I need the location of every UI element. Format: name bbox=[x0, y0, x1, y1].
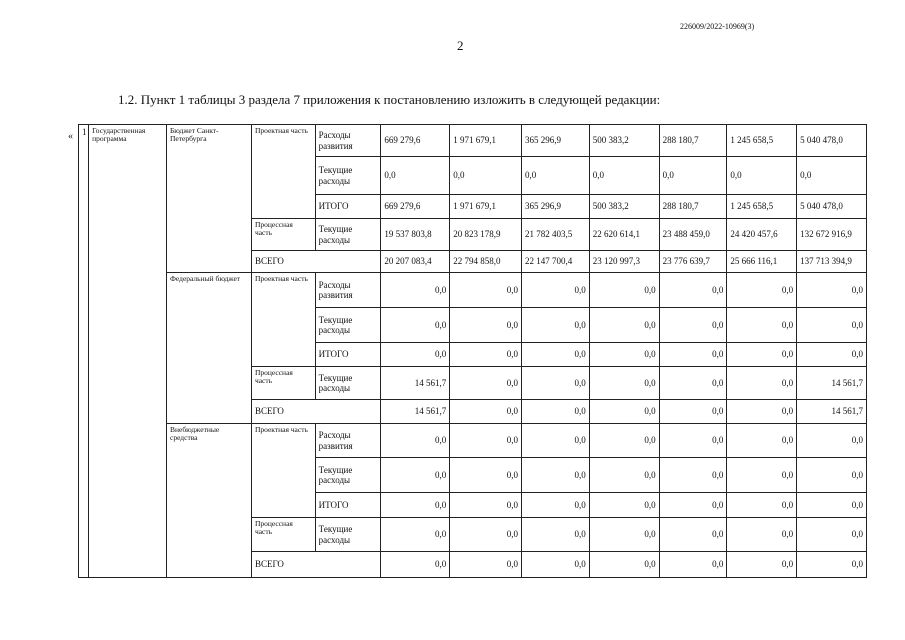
value-cell: 22 147 700,4 bbox=[522, 251, 590, 273]
value-cell: 0,0 bbox=[522, 424, 590, 458]
value-cell: 1 971 679,1 bbox=[450, 125, 522, 157]
value-cell: 24 420 457,6 bbox=[727, 219, 797, 251]
value-cell: 0,0 bbox=[589, 343, 659, 367]
value-cell: 0,0 bbox=[381, 518, 450, 552]
total-all-label-cell: ВСЕГО bbox=[251, 251, 380, 273]
process-part-cell: Процессная часть bbox=[251, 367, 315, 400]
value-cell: 0,0 bbox=[659, 273, 727, 308]
value-cell: 0,0 bbox=[797, 493, 867, 518]
expense-type-cell: ИТОГО bbox=[315, 343, 381, 367]
value-cell: 23 776 639,7 bbox=[659, 251, 727, 273]
value-cell: 0,0 bbox=[522, 552, 590, 578]
value-cell: 0,0 bbox=[589, 458, 659, 493]
value-cell: 0,0 bbox=[727, 458, 797, 493]
value-cell: 25 666 116,1 bbox=[727, 251, 797, 273]
value-cell: 288 180,7 bbox=[659, 125, 727, 157]
funding-source-cell: Федеральный бюджет bbox=[166, 273, 251, 424]
expense-type-cell: Текущие расходы bbox=[315, 219, 381, 251]
value-cell: 23 488 459,0 bbox=[659, 219, 727, 251]
value-cell: 0,0 bbox=[659, 552, 727, 578]
value-cell: 365 296,9 bbox=[522, 195, 590, 219]
project-part-cell: Проектная часть bbox=[251, 125, 315, 219]
funding-source-cell: Бюджет Санкт-Петербурга bbox=[166, 125, 251, 273]
value-cell: 0,0 bbox=[589, 493, 659, 518]
value-cell: 0,0 bbox=[797, 157, 867, 195]
value-cell: 0,0 bbox=[450, 367, 522, 400]
value-cell: 0,0 bbox=[522, 308, 590, 343]
value-cell: 669 279,6 bbox=[381, 125, 450, 157]
value-cell: 0,0 bbox=[450, 424, 522, 458]
value-cell: 0,0 bbox=[450, 552, 522, 578]
value-cell: 0,0 bbox=[659, 458, 727, 493]
table-row bbox=[79, 424, 867, 458]
value-cell: 0,0 bbox=[381, 424, 450, 458]
value-cell: 0,0 bbox=[727, 493, 797, 518]
value-cell: 288 180,7 bbox=[659, 195, 727, 219]
value-cell: 0,0 bbox=[450, 518, 522, 552]
value-cell: 5 040 478,0 bbox=[797, 125, 867, 157]
value-cell: 0,0 bbox=[589, 157, 659, 195]
value-cell: 14 561,7 bbox=[381, 367, 450, 400]
amendment-heading: 1.2. Пункт 1 таблицы 3 раздела 7 приложения к постановлению изложить в следующей редакции: bbox=[118, 92, 661, 107]
value-cell: 20 823 178,9 bbox=[450, 219, 522, 251]
financing-table bbox=[78, 124, 867, 578]
total-all-label-cell: ВСЕГО bbox=[251, 552, 380, 578]
value-cell: 20 207 083,4 bbox=[381, 251, 450, 273]
value-cell: 0,0 bbox=[381, 273, 450, 308]
value-cell: 19 537 803,8 bbox=[381, 219, 450, 251]
value-cell: 0,0 bbox=[589, 552, 659, 578]
value-cell: 0,0 bbox=[797, 458, 867, 493]
opening-quote-mark: « bbox=[68, 131, 73, 142]
value-cell: 0,0 bbox=[797, 424, 867, 458]
value-cell: 23 120 997,3 bbox=[589, 251, 659, 273]
value-cell: 0,0 bbox=[797, 552, 867, 578]
value-cell: 365 296,9 bbox=[522, 125, 590, 157]
value-cell: 0,0 bbox=[589, 273, 659, 308]
program-name-cell: Государственная программа bbox=[89, 125, 167, 578]
value-cell: 0,0 bbox=[589, 400, 659, 424]
value-cell: 0,0 bbox=[522, 493, 590, 518]
value-cell: 21 782 403,5 bbox=[522, 219, 590, 251]
document-registration-number: 226009/2022-10969(3) bbox=[680, 22, 755, 31]
row-number-cell: 1 bbox=[79, 125, 89, 578]
value-cell: 14 561,7 bbox=[797, 400, 867, 424]
value-cell: 0,0 bbox=[659, 308, 727, 343]
value-cell: 1 245 658,5 bbox=[727, 125, 797, 157]
table-row bbox=[79, 273, 867, 308]
value-cell: 0,0 bbox=[727, 273, 797, 308]
value-cell: 132 672 916,9 bbox=[797, 219, 867, 251]
expense-type-cell: Текущие расходы bbox=[315, 308, 381, 343]
value-cell: 0,0 bbox=[797, 308, 867, 343]
expense-type-cell: ИТОГО bbox=[315, 493, 381, 518]
page-number: 2 bbox=[457, 38, 464, 53]
value-cell: 14 561,7 bbox=[797, 367, 867, 400]
value-cell: 22 620 614,1 bbox=[589, 219, 659, 251]
process-part-cell: Процессная часть bbox=[251, 219, 315, 251]
financing-table-body bbox=[79, 125, 867, 578]
value-cell: 0,0 bbox=[450, 273, 522, 308]
value-cell: 0,0 bbox=[659, 518, 727, 552]
value-cell: 0,0 bbox=[450, 157, 522, 195]
value-cell: 0,0 bbox=[659, 493, 727, 518]
total-all-label-cell: ВСЕГО bbox=[251, 400, 380, 424]
value-cell: 0,0 bbox=[797, 343, 867, 367]
value-cell: 0,0 bbox=[727, 518, 797, 552]
value-cell: 0,0 bbox=[589, 518, 659, 552]
value-cell: 0,0 bbox=[659, 367, 727, 400]
value-cell: 137 713 394,9 bbox=[797, 251, 867, 273]
table-row bbox=[79, 125, 867, 157]
value-cell: 0,0 bbox=[522, 343, 590, 367]
value-cell: 500 383,2 bbox=[589, 125, 659, 157]
value-cell: 0,0 bbox=[727, 424, 797, 458]
expense-type-cell: Текущие расходы bbox=[315, 458, 381, 493]
value-cell: 0,0 bbox=[727, 308, 797, 343]
value-cell: 0,0 bbox=[589, 308, 659, 343]
value-cell: 0,0 bbox=[727, 343, 797, 367]
value-cell: 0,0 bbox=[522, 273, 590, 308]
value-cell: 0,0 bbox=[381, 343, 450, 367]
value-cell: 0,0 bbox=[659, 424, 727, 458]
value-cell: 0,0 bbox=[659, 157, 727, 195]
value-cell: 0,0 bbox=[450, 458, 522, 493]
value-cell: 0,0 bbox=[797, 273, 867, 308]
value-cell: 0,0 bbox=[727, 157, 797, 195]
value-cell: 5 040 478,0 bbox=[797, 195, 867, 219]
expense-type-cell: Расходы развития bbox=[315, 424, 381, 458]
value-cell: 0,0 bbox=[381, 458, 450, 493]
value-cell: 0,0 bbox=[450, 308, 522, 343]
value-cell: 22 794 858,0 bbox=[450, 251, 522, 273]
value-cell: 0,0 bbox=[522, 157, 590, 195]
value-cell: 0,0 bbox=[727, 400, 797, 424]
value-cell: 0,0 bbox=[589, 424, 659, 458]
expense-type-cell: Текущие расходы bbox=[315, 367, 381, 400]
value-cell: 669 279,6 bbox=[381, 195, 450, 219]
project-part-cell: Проектная часть bbox=[251, 273, 315, 367]
expense-type-cell: Расходы развития bbox=[315, 125, 381, 157]
value-cell: 14 561,7 bbox=[381, 400, 450, 424]
funding-source-cell: Внебюджетные средства bbox=[166, 424, 251, 578]
value-cell: 0,0 bbox=[522, 458, 590, 493]
project-part-cell: Проектная часть bbox=[251, 424, 315, 518]
expense-type-cell: ИТОГО bbox=[315, 195, 381, 219]
value-cell: 0,0 bbox=[727, 552, 797, 578]
value-cell: 1 971 679,1 bbox=[450, 195, 522, 219]
value-cell: 0,0 bbox=[727, 367, 797, 400]
value-cell: 0,0 bbox=[522, 518, 590, 552]
value-cell: 500 383,2 bbox=[589, 195, 659, 219]
value-cell: 0,0 bbox=[381, 493, 450, 518]
value-cell: 1 245 658,5 bbox=[727, 195, 797, 219]
value-cell: 0,0 bbox=[450, 493, 522, 518]
expense-type-cell: Текущие расходы bbox=[315, 157, 381, 195]
value-cell: 0,0 bbox=[450, 343, 522, 367]
value-cell: 0,0 bbox=[381, 308, 450, 343]
value-cell: 0,0 bbox=[450, 400, 522, 424]
value-cell: 0,0 bbox=[797, 518, 867, 552]
value-cell: 0,0 bbox=[522, 400, 590, 424]
expense-type-cell: Расходы развития bbox=[315, 273, 381, 308]
value-cell: 0,0 bbox=[381, 157, 450, 195]
expense-type-cell: Текущие расходы bbox=[315, 518, 381, 552]
value-cell: 0,0 bbox=[381, 552, 450, 578]
value-cell: 0,0 bbox=[522, 367, 590, 400]
value-cell: 0,0 bbox=[659, 343, 727, 367]
process-part-cell: Процессная часть bbox=[251, 518, 315, 552]
value-cell: 0,0 bbox=[659, 400, 727, 424]
value-cell: 0,0 bbox=[589, 367, 659, 400]
